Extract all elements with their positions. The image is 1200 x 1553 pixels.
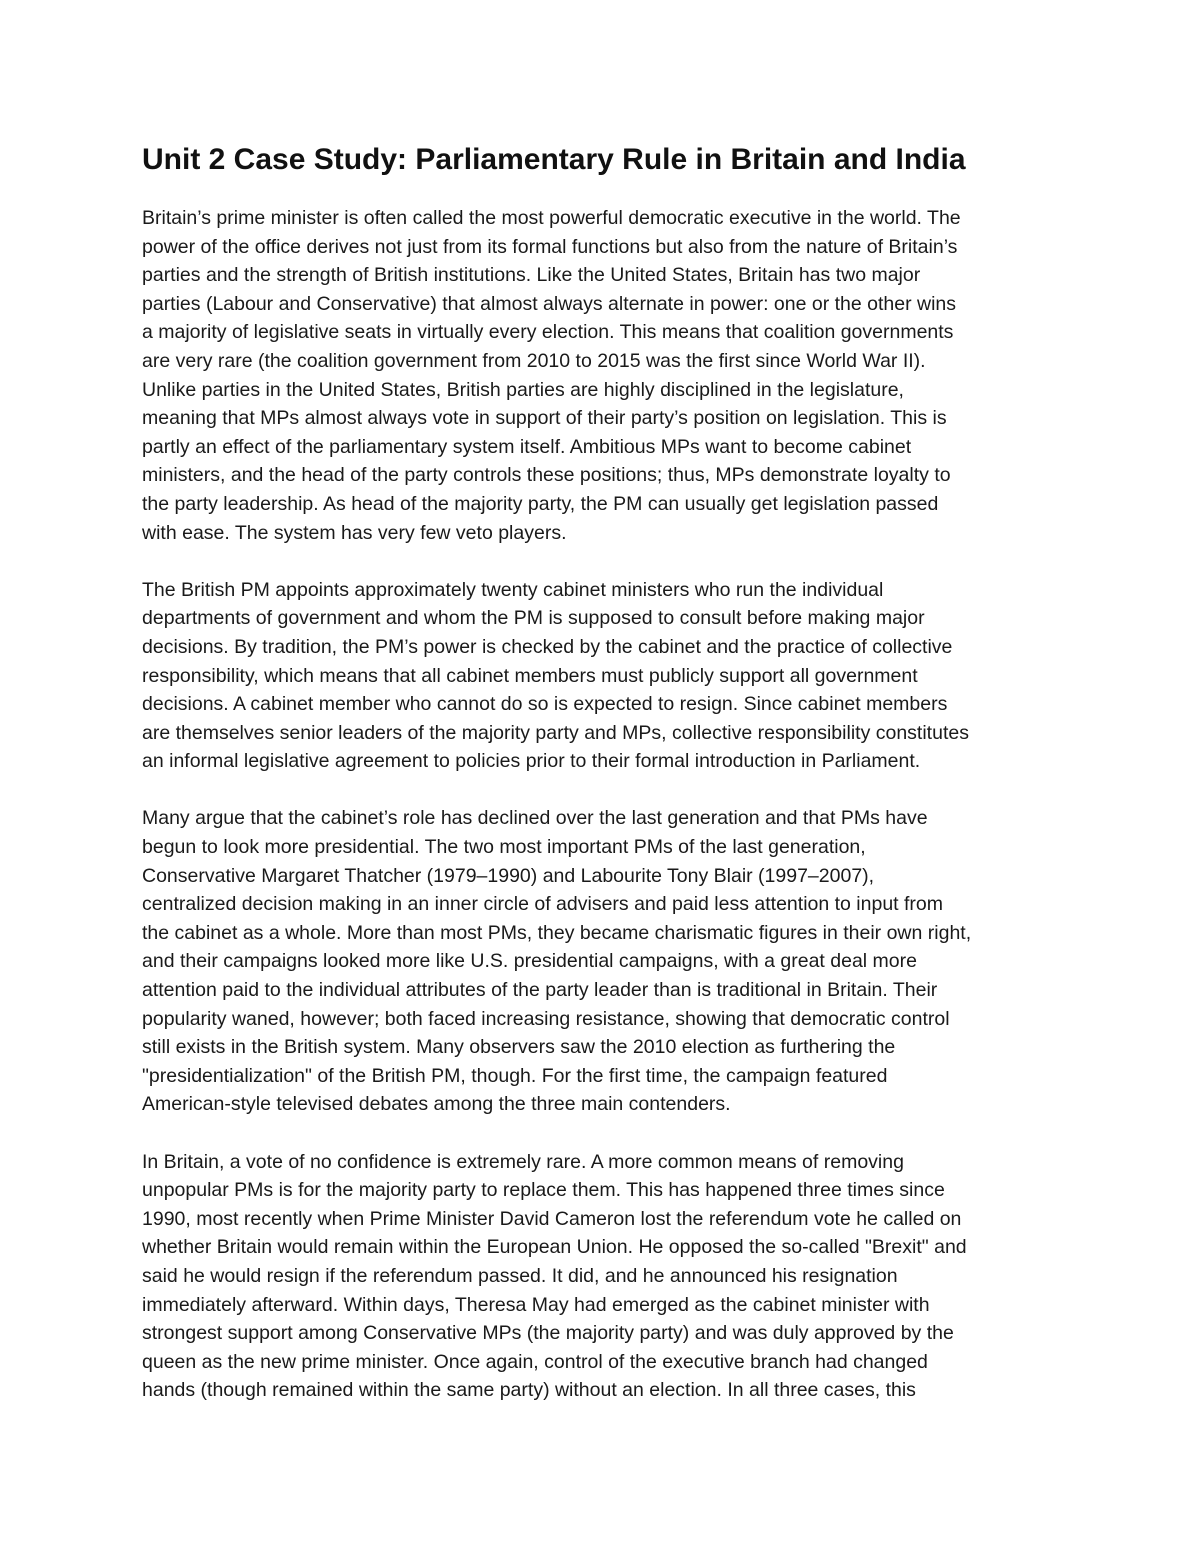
paragraph-line: strongest support among Conservative MPs (the majority party) and was duly approved by the [142,1322,954,1345]
paragraph [142,804,1072,1119]
paragraph-line: are very rare (the coalition government from 2010 to 2015 was the first since World War II). [142,349,926,372]
paragraph-line: Britain’s prime minister is often called the most powerful democratic executive in the world. The [142,207,961,229]
paragraph [142,576,1072,776]
paragraph-line: and their campaigns looked more like U.S. presidential campaigns, with a great deal more [142,950,917,973]
paragraph-line: Unlike parties in the United States, British parties are highly disciplined in the legislature, [142,378,904,401]
paragraph-line: meaning that MPs almost always vote in support of their party’s position on legislation. This is [142,407,947,430]
document-body [142,140,1072,1434]
paragraph-line: Many argue that the cabinet’s role has declined over the last generation and that PMs have [142,807,928,830]
paragraph-line: parties and the strength of British institutions. Like the United States, Britain has two major [142,264,921,287]
paragraph-line: parties (Labour and Conservative) that almost always alternate in power: one or the other wins [142,292,957,315]
paragraph-line: unpopular PMs is for the majority party to replace them. This has happened three times since [142,1179,945,1202]
paragraphs-container [142,204,1072,1405]
paragraph-line: with ease. The system has very few veto players. [142,521,567,544]
paragraph-line: The British PM appoints approximately twenty cabinet ministers who run the individual [142,578,884,601]
paragraph-line: decisions. A cabinet member who cannot do so is expected to resign. Since cabinet members [142,693,948,716]
paragraph-line: the party leadership. As head of the majority party, the PM can usually get legislation passed [142,492,939,515]
paragraph-line: popularity waned, however; both faced increasing resistance, showing that democratic control [142,1007,950,1030]
paragraph-line: the cabinet as a whole. More than most PMs, they became charismatic figures in their own right, [142,921,972,944]
paragraph-line: are themselves senior leaders of the majority party and MPs, collective responsibility constitutes [142,721,969,744]
paragraph [142,1148,1072,1405]
paragraph-line: power of the office derives not just from its formal functions but also from the nature of Britain’s [142,235,958,258]
paragraph-line: centralized decision making in an inner circle of advisers and paid less attention to input from [142,893,944,916]
paragraph-line: American-style televised debates among the three main contenders. [142,1093,731,1116]
paragraph-line: In Britain, a vote of no confidence is extremely rare. A more common means of removing [142,1150,904,1173]
document-title: Unit 2 Case Study: Parliamentary Rule in Britain and India [142,143,966,176]
paragraph-line: "presidentialization" of the British PM, though. For the first time, the campaign featured [142,1064,888,1087]
paragraph [142,204,1072,547]
paragraph-line: said he would resign if the referendum passed. It did, and he announced his resignation [142,1264,898,1287]
paragraph-line: a majority of legislative seats in virtually every election. This means that coalition governments [142,321,954,344]
paragraph-line: 1990, most recently when Prime Minister David Cameron lost the referendum vote he called on [142,1207,962,1230]
paragraph-line: whether Britain would remain within the European Union. He opposed the so-called "Brexit" and [142,1236,967,1259]
paragraph-line: departments of government and whom the PM is supposed to consult before making major [142,607,925,630]
paragraph-line: attention paid to the individual attributes of the party leader than is traditional in Britain. Their [142,979,938,1002]
paragraph-line: an informal legislative agreement to policies prior to their formal introduction in Parliament. [142,750,921,773]
paragraph-line: ministers, and the head of the party controls these positions; thus, MPs demonstrate loyalty to [142,464,951,487]
paragraph-line: still exists in the British system. Many observers saw the 2010 election as furthering the [142,1036,896,1059]
paragraph-line: Conservative Margaret Thatcher (1979–1990) and Labourite Tony Blair (1997–2007), [142,864,875,887]
paragraph-line: decisions. By tradition, the PM’s power is checked by the cabinet and the practice of collective [142,635,953,658]
paragraph-line: queen as the new prime minister. Once again, control of the executive branch had changed [142,1350,928,1373]
paragraph-line: begun to look more presidential. The two most important PMs of the last generation, [142,836,866,859]
paragraph-line: partly an effect of the parliamentary system itself. Ambitious MPs want to become cabinet [142,435,912,458]
paragraph-line: immediately afterward. Within days, Theresa May had emerged as the cabinet minister with [142,1293,930,1316]
paragraph-line: hands (though remained within the same party) without an election. In all three cases, this [142,1379,916,1402]
paragraph-line: responsibility, which means that all cabinet members must publicly support all government [142,664,918,687]
